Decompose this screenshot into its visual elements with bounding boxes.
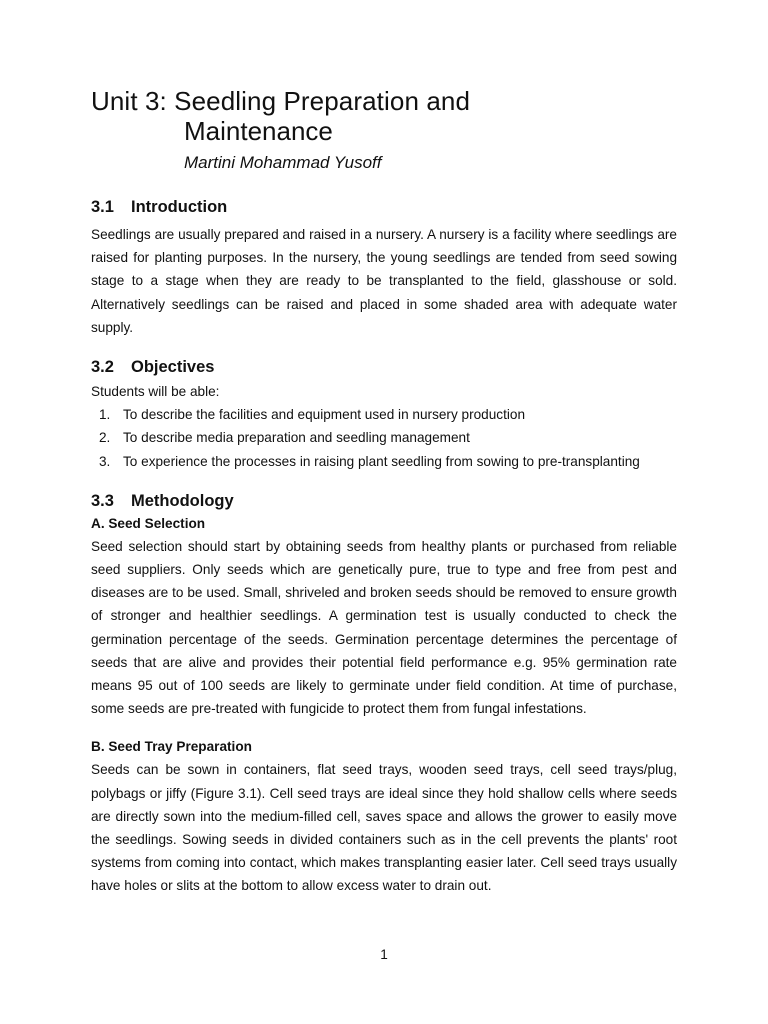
seed-tray-heading: B. Seed Tray Preparation (91, 739, 252, 755)
section-title: Objectives (131, 358, 215, 377)
objectives-list (91, 403, 677, 473)
seed-tray-paragraph: Seeds can be sown in containers, flat seed trays, wooden seed trays, cell seed trays/plug, polybags or jiffy (Figure 3.1). Cell seed trays are ideal since they hold shallow cells where seeds are directly sown into the medium-filled cell, saves space and allows the grower to easily move the seedlings. Sowing seeds in divided containers such as in the cell prevents the plants' root systems from coming into contact, which makes transplanting easier later. Cell seed trays usually have holes or slits at the bottom to allow excess water to drain out. (91, 762, 677, 894)
objectives-intro: Students will be able: (91, 384, 220, 400)
list-item-text: To experience the processes in raising plant seedling from sowing to pre-transplanting (123, 453, 640, 469)
list-item-number: 3. (99, 453, 111, 469)
document-title-line1: Unit 3: Seedling Preparation and (91, 86, 471, 116)
document-title-line2: Maintenance (184, 116, 333, 146)
list-item-number: 1. (99, 407, 111, 423)
list-item-number: 2. (99, 430, 111, 446)
seed-selection-paragraph: Seed selection should start by obtaining seeds from healthy plants or purchased from reliable seed suppliers. Only seeds which are genetically pure, true to type and free from pest and diseases are to be used. Small, shriveled and broken seeds should be removed to ensure growth of stronger and healthier seedlings. A germination test is usually conducted to check the germination percentage of the seeds. Germination percentage determines the percentage of seeds that are alive and provides their potential field performance e.g. 95% germination rate means 95 out of 100 seeds are likely to germinate under field condition. At time of purchase, some seeds are pre-treated with fungicide to protect them from fungal infestations. (91, 538, 677, 717)
page-number: 1 (380, 947, 388, 962)
list-item (91, 403, 677, 426)
section-3-1-heading (91, 196, 677, 218)
section-title: Methodology (131, 491, 234, 510)
list-item (91, 426, 677, 449)
section-3-3-heading (91, 490, 677, 512)
author-name: Martini Mohammad Yusoff (184, 153, 382, 172)
section-title: Introduction (131, 198, 228, 216)
section-number: 3.2 (91, 358, 114, 377)
section-3-2-heading (91, 356, 677, 378)
document-page (91, 86, 677, 898)
section-number: 3.3 (91, 491, 114, 510)
section-number: 3.1 (91, 198, 114, 216)
seed-selection-heading: A. Seed Selection (91, 515, 206, 531)
introduction-paragraph: Seedlings are usually prepared and raised in a nursery. A nursery is a facility where seedlings are raised for planting purposes. In the nursery, the young seedlings are tended from seed sowing stage to a stage when they are ready to be transplanted to the field, glasshouse or sold. Alternatively seedlings can be raised and placed in some shaded area with adequate water supply. (91, 227, 677, 335)
list-item-text: To describe the facilities and equipment used in nursery production (123, 407, 526, 423)
list-item (91, 450, 677, 473)
list-item-text: To describe media preparation and seedling management (123, 430, 470, 446)
